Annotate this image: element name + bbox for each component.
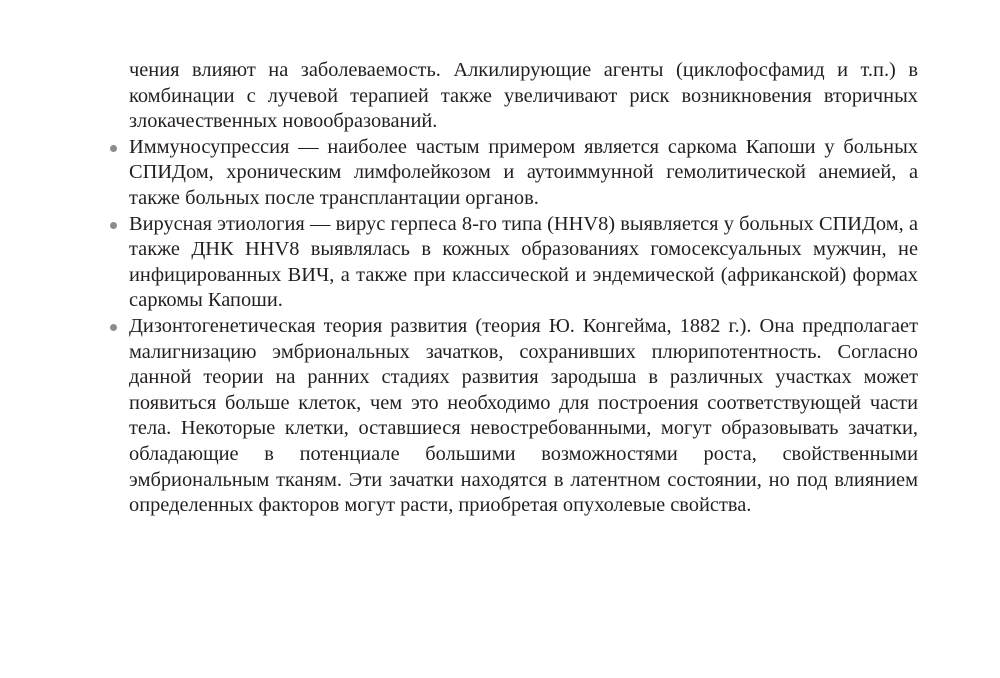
bullet-icon (110, 145, 117, 152)
list-item-text: Вирусная этиология — вирус герпеса 8-го типа (HHV8) выявляется у больных СПИДом, а также ДНК HHV8 выявлялась в кожных образованиях гомосексуальных мужчин, не инфицированных ВИЧ, а также при классической и эндемической (африканской) формах саркомы Капоши. (129, 212, 918, 312)
list-item (129, 135, 918, 212)
list-item (129, 314, 918, 519)
intro-paragraph: чения влияют на заболеваемость. Алкилирующие агенты (циклофосфамид и т.п.) в комбинации с лучевой терапией также увеличивают риск возникновения вторичных злокачественных новообразований. (129, 59, 918, 133)
list-item-text: Иммуносупрессия — наиболее частым примером является саркома Капоши у больных СПИДом, хроническим лимфолейкозом и аутоиммунной гемолитической анемией, а также больных после трансплантации органов. (129, 135, 918, 209)
bullet-list (129, 135, 918, 519)
bullet-icon (110, 324, 117, 331)
list-item (129, 212, 918, 314)
body-text (129, 58, 918, 519)
list-item-text: Дизонтогенетическая теория развития (теория Ю. Конгейма, 1882 г.). Она предполагает малигнизацию эмбриональных зачатков, сохранивших плюрипотентность. Согласно данной теории на ранних стадиях развития зародыша в различных участках может появиться больше клеток, чем это необходимо для построения соответствующей части тела. Некоторые клетки, оставшиеся невостребованными, могут образовывать зачатки, обладающие в потенциале большими возможностями роста, свойственными эмбриональным тканям. Эти зачатки находятся в латентном состоянии, но под влиянием определенных факторов могут расти, приобретая опухолевые свойства. (129, 314, 918, 517)
bullet-icon (110, 222, 117, 229)
